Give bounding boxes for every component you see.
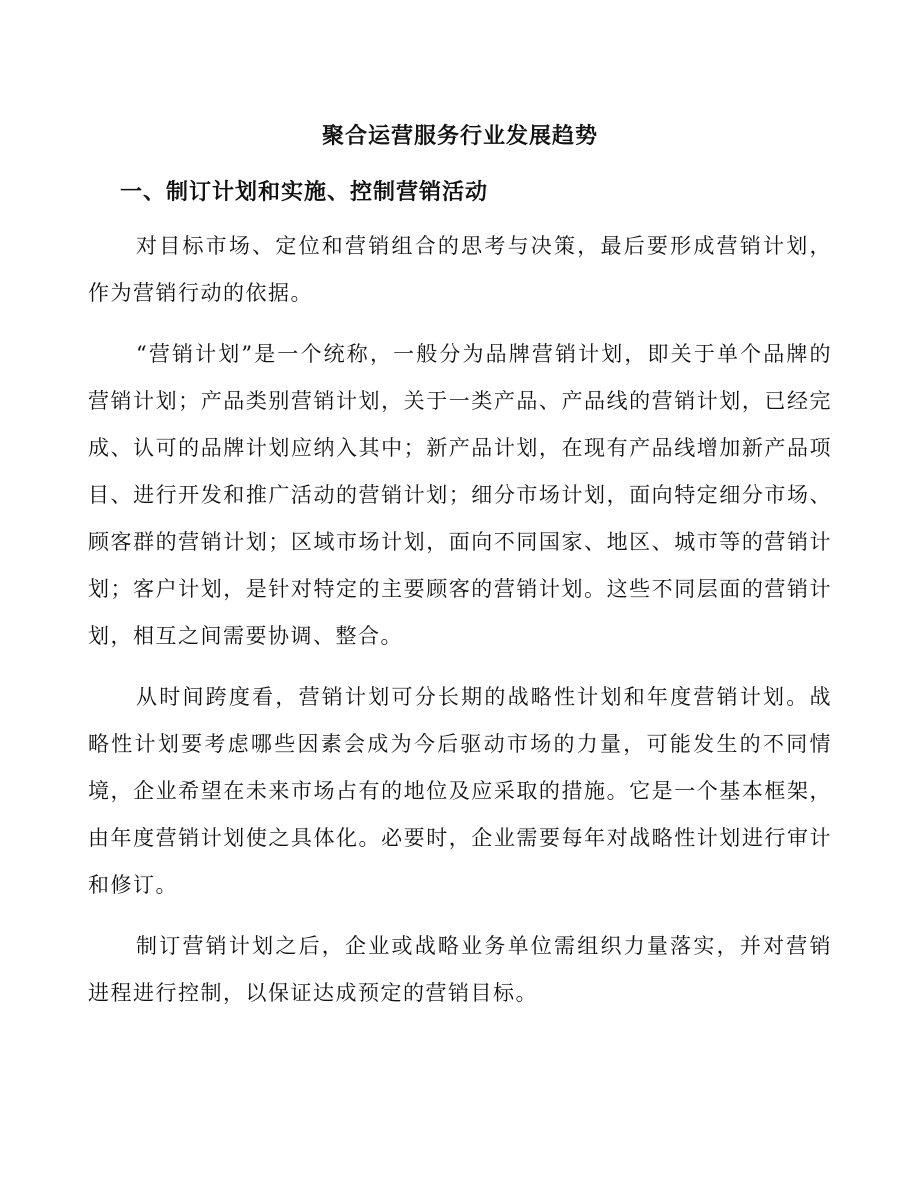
paragraph-1: 对目标市场、定位和营销组合的思考与决策，最后要形成营销计划，作为营销行动的依据。 — [88, 234, 832, 305]
paragraph-4: 制订营销计划之后，企业或战略业务单位需组织力量落实，并对营销进程进行控制，以保证达成预定的营销目标。 — [88, 934, 832, 1005]
paragraph-3: 从时间跨度看，营销计划可分长期的战略性计划和年度营销计划。战略性计划要考虑哪些因素会成为今后驱动市场的力量，可能发生的不同情境，企业希望在未来市场占有的地位及应采取的措施。它是一个基本框架，由年度营销计划使之具体化。必要时，企业需要每年对战略性计划进行审计和修订。 — [88, 685, 832, 897]
paragraph-2: “营销计划”是一个统称，一般分为品牌营销计划，即关于单个品牌的营销计划；产品类别营销计划，关于一类产品、产品线的营销计划，已经完成、认可的品牌计划应纳入其中；新产品计划，在现有产品线增加新产品项目、进行开发和推广活动的营销计划；细分市场计划，面向特定细分市场、顾客群的营销计划；区域市场计划，面向不同国家、地区、城市等的营销计划；客户计划，是针对特定的主要顾客的营销计划。这些不同层面的营销计划，相互之间需要协调、整合。 — [88, 342, 832, 648]
document-title: 聚合运营服务行业发展趋势 — [321, 124, 598, 149]
section-heading: 一、制订计划和实施、控制营销活动 — [120, 180, 489, 205]
